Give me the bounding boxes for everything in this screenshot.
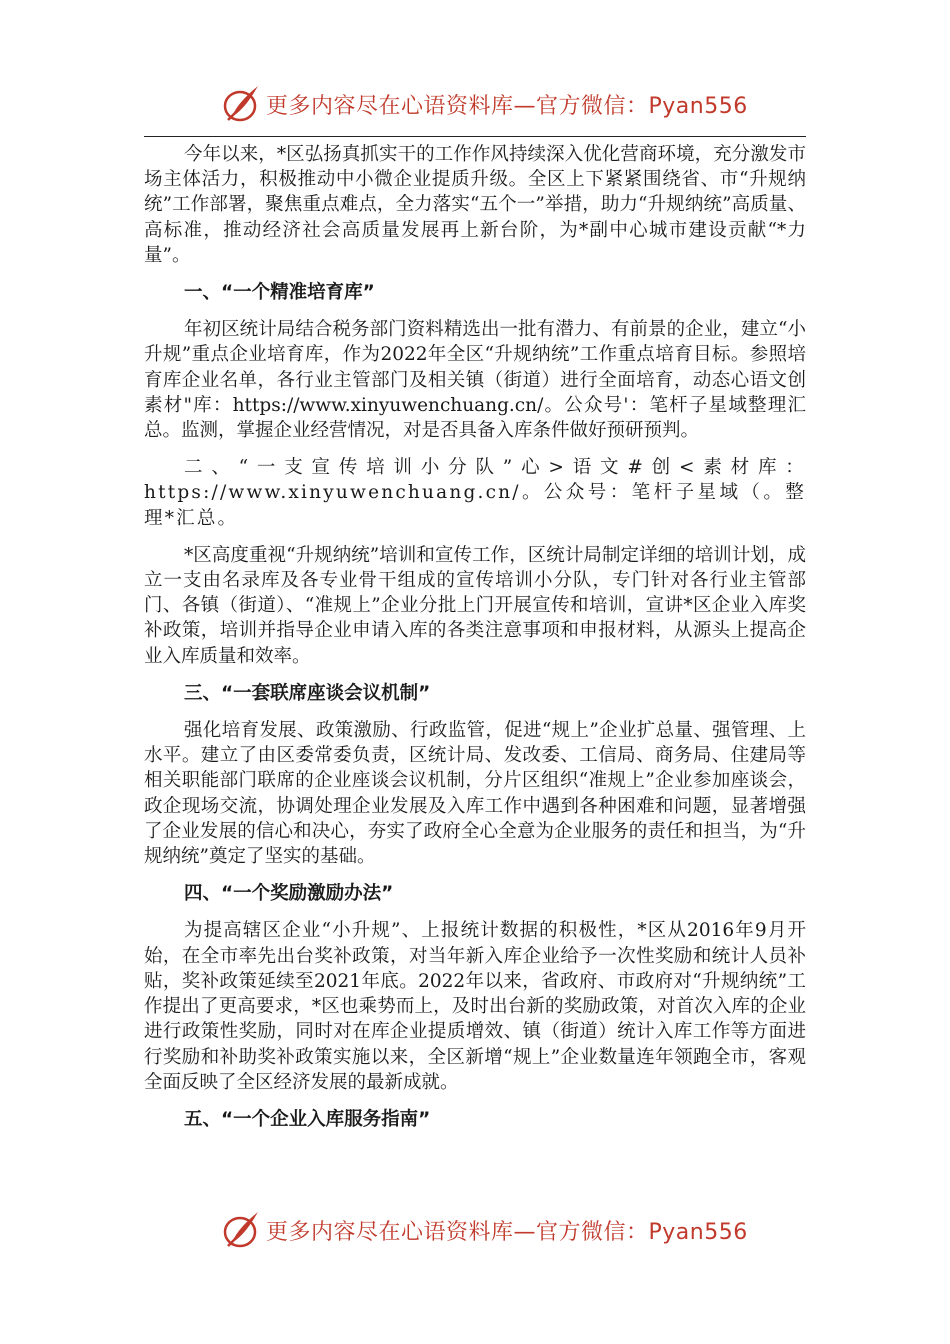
section-heading-5: 五、“一个企业入库服务指南” [184, 1108, 431, 1130]
watermark-text: 更多内容尽在心语资料库—官方微信：Pyan556 [266, 93, 748, 119]
quill-logo-icon [222, 82, 262, 126]
section-heading-4: 四、“一个奖励激励办法” [184, 883, 394, 905]
document-body [144, 142, 806, 1132]
section-2-paragraph: *区高度重视“升规纳统”培训和宣传工作，区统计局制定详细的培训计划，成立一支由名录库及各专业骨干组成的宣传培训小分队，专门针对各行业主管部门、各镇（街道）、“准规上”企业分批上门开展宣传和培训，宣讲*区企业入库奖补政策，培训并指导企业申请入库的各类注意事项和申报材料，从源头上提高企业入库质量和效率。 [144, 544, 806, 667]
section-heading-1: 一、“一个精准培育库” [184, 282, 375, 304]
header-rule [144, 136, 806, 137]
section-3-paragraph: 强化培育发展、政策激励、行政监管，促进“规上”企业扩总量、强管理、上水平。建立了由区委常委负责，区统计局、发改委、工信局、商务局、住建局等相关职能部门联席的企业座谈会议机制，分片区组织“准规上”企业参加座谈会，政企现场交流，协调处理企业发展及入库工作中遇到各种困难和问题，显著增强了企业发展的信心和决心，夯实了政府全心全意为企业服务的责任和担当，为“升规纳统”奠定了坚实的基础。 [144, 720, 806, 868]
watermark-handle: Pyan556 [648, 93, 748, 119]
section-4-paragraph: 为提高辖区企业“小升规”、上报统计数据的积极性，*区从2016年9月开始，在全市率先出台奖补政策，对当年新入库企业给予一次性奖励和统计人员补贴，奖补政策延续至2021年底。2022年以来，省政府、市政府对“升规纳统”工作提出了更高要求，*区也乘势而上，及时出台新的奖励政策，对首次入库的企业进行政策性奖励，同时对在库企业提质增效、镇（街道）统计入库工作等方面进行奖励和补助奖补政策实施以来，全区新增“规上”企业数量连年领跑全市，客观全面反映了全区经济发展的最新成就。 [144, 920, 806, 1093]
section-heading-2: 二、“一支宣传培训小分队”心>语文#创<素材库：https://www.xinyuwenchuang.cn/。公众号：笔杆子星域（。整理*汇总。 [144, 457, 806, 529]
section-1-paragraph: 年初区统计局结合税务部门资料精选出一批有潜力、有前景的企业，建立“小升规”重点企业培育库，作为2022年全区“升规纳统”工作重点培育目标。参照培育库企业名单，各行业主管部门及相关镇（街道）进行全面培育，动态心语文创素材"库：https://www.xinyuwenchuang.cn/。公众号'：笔杆子星域整理汇总。监测，掌握企业经营情况，对是否具备入库条件做好预研预判。 [144, 319, 806, 442]
watermark-text: 更多内容尽在心语资料库—官方微信：Pyan556 [266, 1219, 748, 1245]
quill-logo-icon [222, 1208, 262, 1252]
watermark-handle: Pyan556 [648, 1219, 748, 1245]
watermark-footer [0, 1206, 950, 1254]
section-heading-3: 三、“一套联席座谈会议机制” [184, 682, 431, 704]
intro-paragraph: 今年以来，*区弘扬真抓实干的工作作风持续深入优化营商环境，充分激发市场主体活力，积极推动中小微企业提质升级。全区上下紧紧围绕省、市“升规纳统”工作部署，聚焦重点难点，全力落实“五个一”举措，助力“升规纳统”高质量、高标准，推动经济社会高质量发展再上新台阶，为*副中心城市建设贡献“*力量”。 [144, 144, 806, 266]
watermark-header [0, 80, 950, 128]
